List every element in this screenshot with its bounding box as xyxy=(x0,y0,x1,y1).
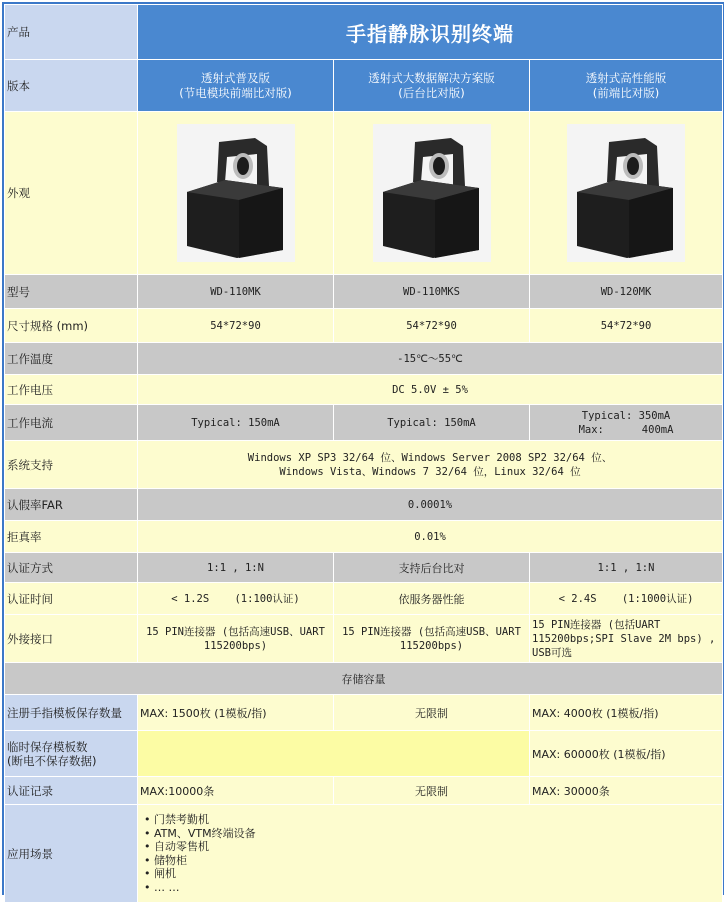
templates-3: MAX: 4000枚 (1模板/指) xyxy=(530,695,723,731)
list-item: • 自动零售机 xyxy=(144,840,722,854)
temp-templates-label-line1: 临时保存模板数 xyxy=(7,739,88,754)
spec-table xyxy=(4,4,723,903)
frr-label: 拒真率 xyxy=(5,521,138,553)
scenarios-cell xyxy=(138,805,723,903)
appearance-cell-2 xyxy=(334,112,530,275)
interface-1: 15 PIN连接器 (包括高速USB、UART 115200bps) xyxy=(138,615,334,663)
device-photo-1 xyxy=(177,124,295,262)
current-3-typical: Typical: 350mA xyxy=(581,409,671,422)
device-photo-2 xyxy=(373,124,491,262)
auth-mode-2: 支持后台比对 xyxy=(334,553,530,583)
far-value: 0.0001% xyxy=(138,489,723,521)
version-2 xyxy=(334,60,530,112)
temperature-label: 工作温度 xyxy=(5,343,138,375)
temp-templates-label xyxy=(5,731,138,777)
os-label: 系统支持 xyxy=(5,441,138,489)
list-item: • … … xyxy=(144,881,722,895)
device-icon xyxy=(177,124,295,262)
appearance-cell-3 xyxy=(530,112,723,275)
os-value xyxy=(138,441,723,489)
version-1-name: 透射式普及版 xyxy=(201,70,270,85)
auth-record-3: MAX: 30000条 xyxy=(530,777,723,805)
templates-2: 无限制 xyxy=(334,695,530,731)
storage-header: 存储容量 xyxy=(5,663,723,695)
appearance-label: 外观 xyxy=(5,112,138,275)
current-label: 工作电流 xyxy=(5,405,138,441)
device-icon xyxy=(567,124,685,262)
device-photo-3 xyxy=(567,124,685,262)
temp-templates-label-line2: (断电不保存数据) xyxy=(7,753,97,768)
size-label: 尺寸规格 (mm) xyxy=(5,309,138,343)
temp-templates-empty xyxy=(138,731,530,777)
frr-value: 0.01% xyxy=(138,521,723,553)
auth-record-1: MAX:10000条 xyxy=(138,777,334,805)
current-3 xyxy=(530,405,723,441)
current-1: Typical: 150mA xyxy=(138,405,334,441)
scenarios-list xyxy=(138,813,722,894)
interface-label: 外接接口 xyxy=(5,615,138,663)
list-item: • ATM、VTM终端设备 xyxy=(144,827,722,841)
os-line-2: Windows Vista、Windows 7 32/64 位，Linux 32/64 位 xyxy=(279,465,581,478)
version-3-name: 透射式高性能版 xyxy=(585,70,667,85)
size-1: 54*72*90 xyxy=(138,309,334,343)
list-item: • 储物柜 xyxy=(144,854,722,868)
temp-templates-3: MAX: 60000枚 (1模板/指) xyxy=(530,731,723,777)
version-2-note: (后台比对版) xyxy=(398,85,465,100)
templates-1: MAX: 1500枚 (1模板/指) xyxy=(138,695,334,731)
version-2-name: 透射式大数据解决方案版 xyxy=(368,70,495,85)
size-2: 54*72*90 xyxy=(334,309,530,343)
list-item: • 门禁考勤机 xyxy=(144,813,722,827)
auth-time-2: 依服务器性能 xyxy=(334,583,530,615)
auth-time-1: < 1.2S (1:100认证) xyxy=(138,583,334,615)
voltage-value: DC 5.0V ± 5% xyxy=(138,375,723,405)
model-3: WD-120MK xyxy=(530,275,723,309)
templates-label: 注册手指模板保存数量 xyxy=(5,695,138,731)
auth-record-label: 认证记录 xyxy=(5,777,138,805)
current-2: Typical: 150mA xyxy=(334,405,530,441)
version-1 xyxy=(138,60,334,112)
appearance-cell-1 xyxy=(138,112,334,275)
interface-2: 15 PIN连接器 (包括高速USB、UART 115200bps) xyxy=(334,615,530,663)
model-1: WD-110MK xyxy=(138,275,334,309)
version-label: 版本 xyxy=(5,60,138,112)
version-3 xyxy=(530,60,723,112)
product-label: 产品 xyxy=(5,5,138,60)
far-label: 认假率FAR xyxy=(5,489,138,521)
auth-record-2: 无限制 xyxy=(334,777,530,805)
model-label: 型号 xyxy=(5,275,138,309)
auth-time-label: 认证时间 xyxy=(5,583,138,615)
voltage-label: 工作电压 xyxy=(5,375,138,405)
auth-mode-1: 1:1 , 1:N xyxy=(138,553,334,583)
version-1-note: (节电模块前端比对版) xyxy=(179,85,292,100)
auth-mode-label: 认证方式 xyxy=(5,553,138,583)
size-3: 54*72*90 xyxy=(530,309,723,343)
auth-time-3: < 2.4S (1:1000认证) xyxy=(530,583,723,615)
device-icon xyxy=(373,124,491,262)
model-2: WD-110MKS xyxy=(334,275,530,309)
current-3-max: Max: 400mA xyxy=(578,423,674,436)
version-3-note: (前端比对版) xyxy=(592,85,660,100)
interface-3: 15 PIN连接器 (包括UART 115200bps;SPI Slave 2M bps) , USB可选 xyxy=(530,615,723,663)
list-item: • 闸机 xyxy=(144,867,722,881)
auth-mode-3: 1:1 , 1:N xyxy=(530,553,723,583)
scenarios-label: 应用场景 xyxy=(5,805,138,903)
page-title: 手指静脉识别终端 xyxy=(138,5,723,60)
os-line-1: Windows XP SP3 32/64 位、Windows Server 2008 SP2 32/64 位、 xyxy=(247,451,613,464)
temperature-value: -15℃～55℃ xyxy=(138,343,723,375)
